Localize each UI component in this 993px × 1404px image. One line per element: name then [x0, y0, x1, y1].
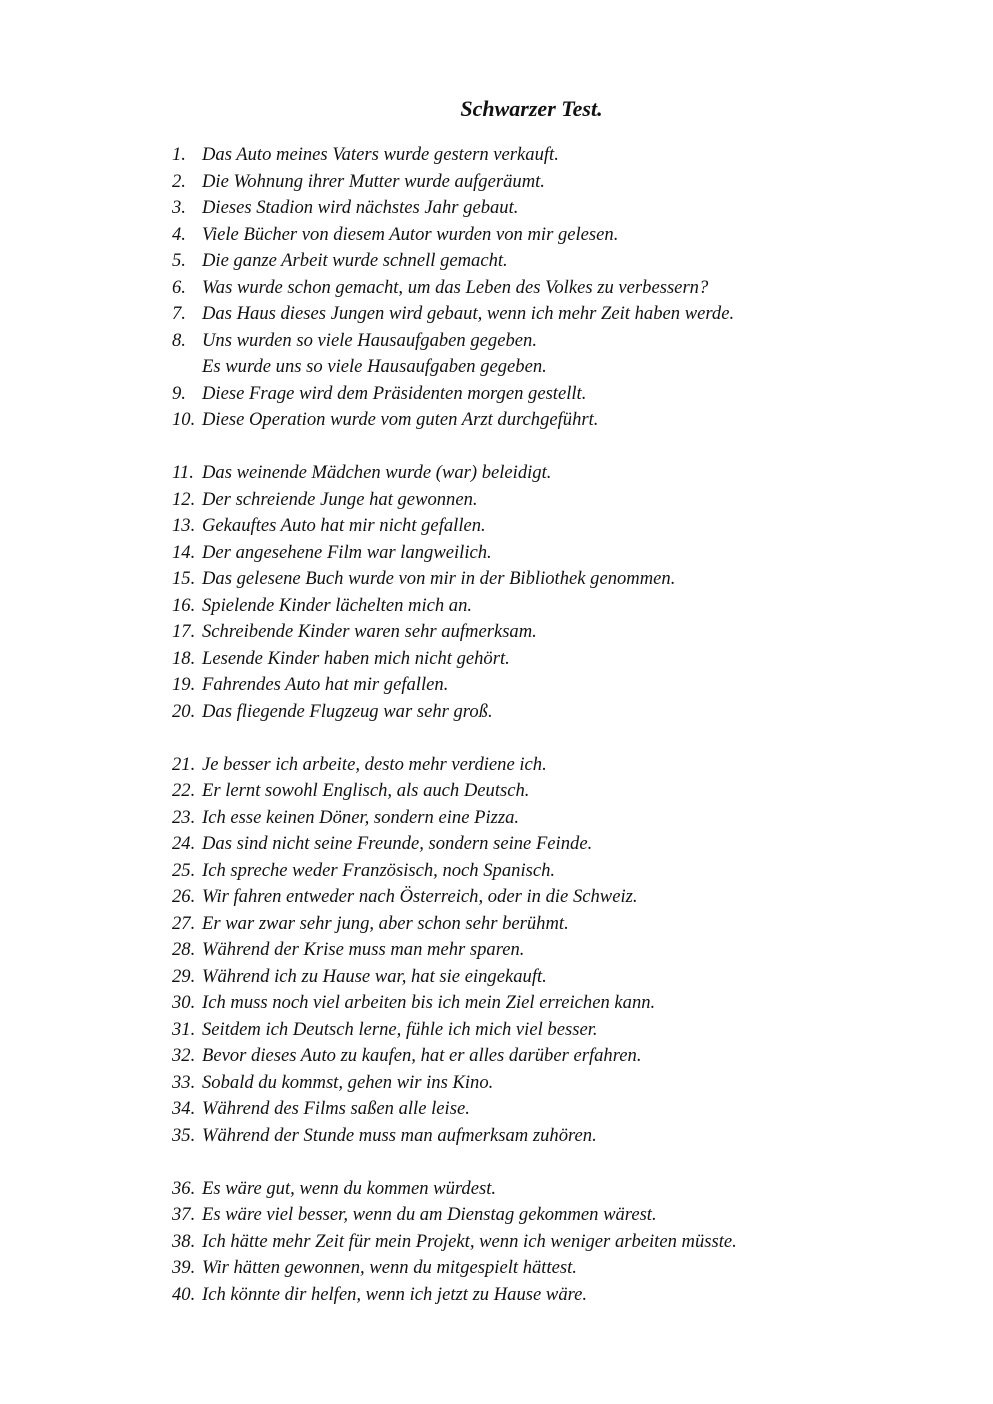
sentence-text-block: [202, 513, 486, 540]
sentence-text: Diese Operation wurde vom guten Arzt durchgeführt.: [202, 409, 599, 430]
sentence-text-block: [202, 858, 555, 885]
sentence-text-block: [202, 1096, 470, 1123]
sentence-number: 27.: [172, 912, 196, 934]
sentence-number: 26.: [172, 886, 196, 907]
sentence-text: Ich esse keinen Döner, sondern eine Pizza.: [202, 806, 520, 828]
sentence-number: 38.: [172, 1230, 196, 1252]
sentence-text-block: [202, 884, 638, 911]
sentence-text-block: [202, 778, 529, 805]
sentence-item: [172, 540, 952, 567]
sentence-text-block: [202, 460, 551, 487]
sentence-text-block: [202, 407, 598, 434]
sentence-number: 24.: [172, 833, 196, 854]
sentence-text-block: [202, 540, 492, 567]
sentence-number: 37.: [172, 1204, 196, 1225]
sentence-text: Spielende Kinder lächelten mich an.: [202, 594, 473, 616]
sentence-text-block: [202, 831, 592, 858]
sentence-text: Je besser ich arbeite, desto mehr verdiene ich.: [202, 753, 547, 775]
group-spacer: [172, 725, 952, 752]
sentence-number: 10.: [172, 409, 196, 430]
document-title: Schwarzer Test.: [460, 96, 603, 121]
sentence-text: Während der Krise muss man mehr sparen.: [202, 939, 525, 960]
sentence-text: Diese Frage wird dem Präsidenten morgen gestellt.: [202, 382, 587, 404]
sentence-item: [172, 301, 952, 328]
sentence-text: Die Wohnung ihrer Mutter wurde aufgeräumt.: [202, 170, 545, 192]
sentence-text-block: [202, 1017, 598, 1044]
sentence-item: [172, 1255, 952, 1282]
sentence-text: Wir hätten gewonnen, wenn du mitgespielt hättest.: [202, 1257, 577, 1278]
sentence-text-block: [202, 487, 478, 514]
sentence-item: [172, 513, 952, 540]
sentence-item: [172, 328, 952, 381]
sentence-number: 14.: [172, 541, 196, 563]
sentence-number: 30.: [172, 992, 196, 1013]
sentence-number: 1.: [172, 144, 186, 165]
sentence-text: Lesende Kinder haben mich nicht gehört.: [202, 647, 510, 669]
sentence-text: Während der Stunde muss man aufmerksam zuhören.: [202, 1124, 597, 1146]
sentence-number: 22.: [172, 780, 196, 801]
sentence-item: [172, 1070, 952, 1097]
sentence-text: Schreibende Kinder waren sehr aufmerksam.: [202, 621, 537, 642]
sentence-text: Ich hätte mehr Zeit für mein Projekt, wenn ich weniger arbeiten müsste.: [202, 1230, 737, 1252]
sentence-number: 2.: [172, 170, 186, 192]
sentence-item: [172, 778, 952, 805]
sentence-text: Der schreiende Junge hat gewonnen.: [202, 488, 478, 510]
sentence-item: [172, 1017, 952, 1044]
sentence-text-block: [202, 937, 524, 964]
sentence-text: Der angesehene Film war langweilich.: [202, 541, 492, 563]
sentence-item: [172, 142, 952, 169]
sentence-item: [172, 805, 952, 832]
sentence-text-block: [202, 142, 559, 169]
sentence-number: 33.: [172, 1071, 196, 1093]
sentence-text-block: [202, 566, 675, 593]
sentence-text-block: [202, 1070, 493, 1097]
sentence-text-block: [202, 169, 545, 196]
sentence-item: [172, 566, 952, 593]
sentence-text: Das gelesene Buch wurde von mir in der Bibliothek genommen.: [202, 568, 676, 589]
sentence-text: Seitdem ich Deutsch lerne, fühle ich mich viel besser.: [202, 1018, 598, 1040]
sentence-item: [172, 884, 952, 911]
sentence-text: Dieses Stadion wird nächstes Jahr gebaut.: [202, 197, 519, 218]
sentence-text: Ich muss noch viel arbeiten bis ich mein Ziel erreichen kann.: [202, 992, 656, 1013]
sentence-item: [172, 619, 952, 646]
sentence-number: 13.: [172, 515, 196, 536]
sentence-text-block: [202, 672, 448, 699]
sentence-item: [172, 169, 952, 196]
sentence-number: 31.: [172, 1018, 196, 1040]
sentence-text-block: [202, 646, 510, 673]
sentence-number: 17.: [172, 621, 196, 642]
sentence-text: Uns wurden so viele Hausaufgaben gegeben.: [202, 329, 537, 351]
sentence-item: [172, 222, 952, 249]
sentence-text-block: [202, 222, 618, 249]
sentence-text: Ich spreche weder Französisch, noch Spanisch.: [202, 859, 556, 881]
sentence-text: Das Haus dieses Jungen wird gebaut, wenn ich mehr Zeit haben werde.: [202, 303, 735, 324]
sentence-item: [172, 593, 952, 620]
sentence-item: [172, 990, 952, 1017]
sentence-number: 9.: [172, 382, 186, 404]
sentence-text: Die ganze Arbeit wurde schnell gemacht.: [202, 250, 508, 271]
sentence-text: Das Auto meines Vaters wurde gestern verkauft.: [202, 144, 559, 165]
sentence-item: [172, 275, 952, 302]
sentence-number: 23.: [172, 806, 196, 828]
sentence-text-block: [202, 805, 519, 832]
sentence-number: 28.: [172, 939, 196, 960]
sentence-item: [172, 1176, 952, 1203]
sentence-text: Fahrendes Auto hat mir gefallen.: [202, 674, 449, 695]
sentence-number: 20.: [172, 700, 196, 722]
sentence-text: Viele Bücher von diesem Autor wurden von mir gelesen.: [202, 223, 619, 245]
sentence-text-block: [202, 248, 508, 275]
sentence-number: 40.: [172, 1283, 196, 1305]
sentence-item: [172, 831, 952, 858]
sentence-item: [172, 937, 952, 964]
sentence-item: [172, 381, 952, 408]
sentence-text: Gekauftes Auto hat mir nicht gefallen.: [202, 515, 486, 536]
sentence-text: Während des Films saßen alle leise.: [202, 1098, 470, 1119]
sentence-text-block: [202, 1229, 737, 1256]
sentence-text: Was wurde schon gemacht, um das Leben des Volkes zu verbessern?: [202, 276, 709, 298]
sentence-text-block: [202, 1255, 577, 1282]
sentence-text-block: [202, 195, 518, 222]
sentence-item: [172, 1096, 952, 1123]
sentence-number: 7.: [172, 303, 186, 324]
sentence-number: 8.: [172, 329, 186, 351]
sentence-text: Das fliegende Flugzeug war sehr groß.: [202, 700, 493, 722]
sentence-item: [172, 407, 952, 434]
sentence-item: [172, 752, 952, 779]
sentence-number: 35.: [172, 1124, 196, 1146]
sentence-number: 36.: [172, 1177, 196, 1199]
sentence-number: 12.: [172, 488, 196, 510]
sentence-text: Das weinende Mädchen wurde (war) beleidigt.: [202, 462, 552, 483]
sentence-text: Es wurde uns so viele Hausaufgaben gegeben.: [202, 356, 547, 377]
sentence-text: Er lernt sowohl Englisch, als auch Deutsch.: [202, 780, 530, 801]
sentence-item: [172, 1282, 952, 1309]
sentence-text-block: [202, 911, 569, 938]
sentence-number: 34.: [172, 1098, 196, 1119]
sentence-number: 32.: [172, 1045, 196, 1066]
sentence-text-block: [202, 964, 547, 991]
sentence-item: [172, 487, 952, 514]
sentence-number: 19.: [172, 674, 196, 695]
sentence-item: [172, 646, 952, 673]
sentence-text: Wir fahren entweder nach Österreich, oder in die Schweiz.: [202, 886, 638, 907]
sentence-text: Er war zwar sehr jung, aber schon sehr berühmt.: [202, 912, 569, 934]
sentence-item: [172, 672, 952, 699]
sentence-text-block: [202, 1176, 496, 1203]
sentence-number: 11.: [172, 462, 194, 483]
sentence-number: 16.: [172, 594, 196, 616]
sentence-number: 18.: [172, 647, 196, 669]
sentence-text: Das sind nicht seine Freunde, sondern seine Feinde.: [202, 833, 593, 854]
sentence-text-block: [202, 619, 537, 646]
sentence-number: 39.: [172, 1257, 196, 1278]
sentence-item: [172, 911, 952, 938]
sentence-number: 6.: [172, 276, 186, 298]
sentence-number: 4.: [172, 223, 186, 245]
sentence-text: Während ich zu Hause war, hat sie eingekauft.: [202, 965, 547, 987]
sentence-item: [172, 1043, 952, 1070]
sentence-text: Es wäre viel besser, wenn du am Dienstag gekommen wärest.: [202, 1204, 657, 1225]
sentence-text-block: [202, 752, 547, 779]
sentence-text: Bevor dieses Auto zu kaufen, hat er alles darüber erfahren.: [202, 1045, 642, 1066]
sentence-number: 25.: [172, 859, 196, 881]
sentence-item: [172, 1229, 952, 1256]
group-spacer: [172, 1149, 952, 1176]
sentence-text-block: [202, 1282, 587, 1309]
sentence-number: 29.: [172, 965, 196, 987]
sentence-item: [172, 1202, 952, 1229]
sentence-text: Sobald du kommst, gehen wir ins Kino.: [202, 1071, 494, 1093]
sentence-item: [172, 460, 952, 487]
sentence-text-block: [202, 1123, 597, 1150]
sentence-item: [172, 195, 952, 222]
sentence-text-block: [202, 593, 472, 620]
sentence-number: 3.: [172, 197, 186, 218]
sentence-text: Es wäre gut, wenn du kommen würdest.: [202, 1177, 497, 1199]
sentence-text-block: [202, 990, 655, 1017]
sentence-list: [172, 142, 952, 1308]
sentence-item: [172, 1123, 952, 1150]
sentence-text-block: [202, 275, 708, 302]
sentence-text: Ich könnte dir helfen, wenn ich jetzt zu Hause wäre.: [202, 1283, 588, 1305]
sentence-item: [172, 964, 952, 991]
sentence-number: 15.: [172, 568, 196, 589]
sentence-text-block: [202, 699, 493, 726]
sentence-text-block: [202, 1043, 641, 1070]
sentence-item: [172, 699, 952, 726]
sentence-number: 21.: [172, 753, 196, 775]
sentence-item: [172, 858, 952, 885]
sentence-text-block: [202, 1202, 657, 1229]
sentence-text-block: [202, 301, 734, 328]
sentence-text-block: [202, 328, 547, 381]
sentence-number: 5.: [172, 250, 186, 271]
sentence-item: [172, 248, 952, 275]
sentence-text-block: [202, 381, 586, 408]
group-spacer: [172, 434, 952, 461]
